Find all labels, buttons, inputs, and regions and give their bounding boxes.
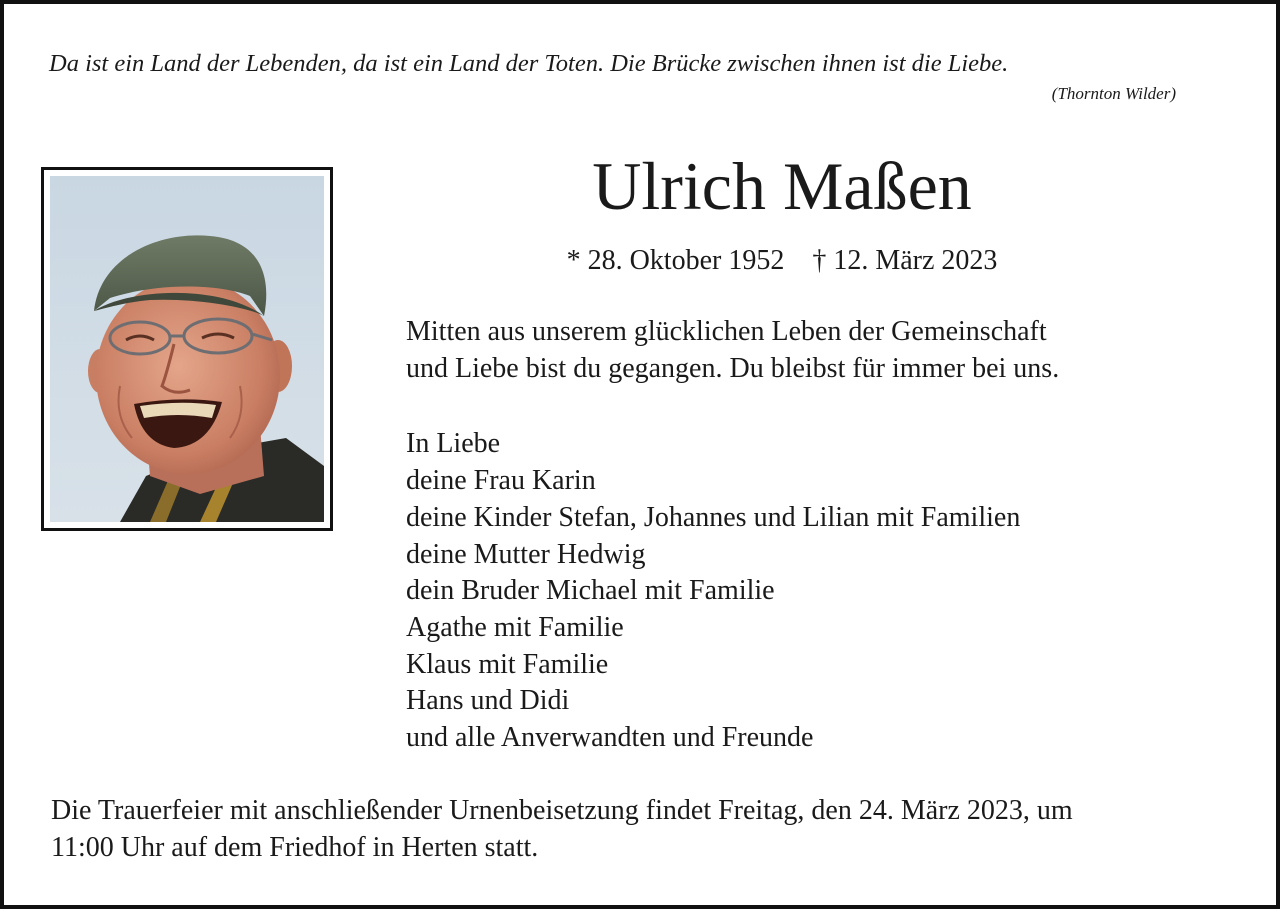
mourner-line: dein Bruder Michael mit Familie — [406, 575, 775, 607]
mourner-line: deine Frau Karin — [406, 465, 596, 497]
notice-body — [406, 314, 1059, 757]
message-line: und Liebe bist du gegangen. Du bleibst für immer bei uns. — [406, 352, 1060, 384]
mourner-line: Agathe mit Familie — [406, 611, 624, 643]
funeral-line: Die Trauerfeier mit anschließender Urnenbeisetzung findet Freitag, den 24. März 2023, um — [51, 795, 1073, 826]
mourner-line: deine Kinder Stefan, Johannes und Lilian mit Familien — [406, 501, 1021, 533]
paragraph-spacer — [406, 387, 1059, 426]
mourner-line: und alle Anverwandten und Freunde — [406, 722, 814, 754]
birth-date: * 28. Oktober 1952 — [566, 245, 785, 276]
quote-text: Da ist ein Land der Lebenden, da ist ein Land der Toten. Die Brücke zwischen ihnen ist die Liebe. — [49, 50, 1009, 77]
portrait-photo — [50, 176, 324, 522]
message-line: Mitten aus unserem glücklichen Leben der Gemeinschaft — [406, 316, 1047, 347]
portrait-frame — [41, 167, 333, 531]
mourner-line: Hans und Didi — [406, 685, 570, 717]
mourner-line: deine Mutter Hedwig — [406, 538, 646, 570]
funeral-line: 11:00 Uhr auf dem Friedhof in Herten statt. — [51, 832, 539, 863]
life-dates — [404, 243, 1160, 279]
mourners-intro: In Liebe — [406, 428, 501, 460]
quote-author: (Thornton Wilder) — [1051, 84, 1176, 103]
deceased-name: Ulrich Maßen — [592, 148, 972, 224]
death-date: † 12. März 2023 — [812, 245, 998, 276]
mourner-line: Klaus mit Familie — [406, 648, 609, 680]
funeral-details — [51, 792, 1251, 866]
